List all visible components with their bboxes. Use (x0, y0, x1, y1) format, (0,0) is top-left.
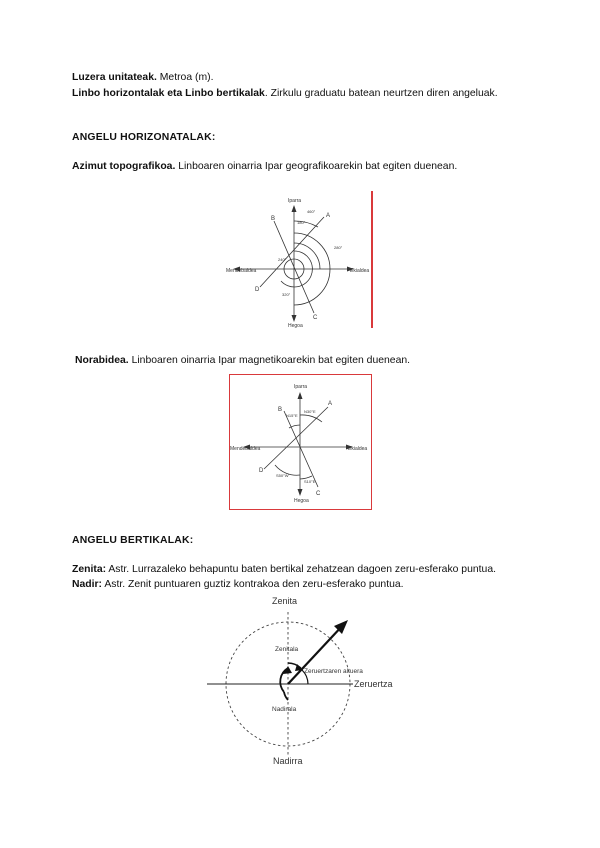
nadiral-angle-label: Nadirala (272, 706, 297, 713)
limbo-text: . Zirkulu graduatu batean neurtzen diren angeluak. (264, 88, 498, 99)
bearing-label-1: N30°E (304, 409, 316, 414)
angle-label-5: 320° (282, 292, 291, 297)
zenith-label: Zenita (272, 596, 298, 606)
nadir-label: Nadir: (72, 579, 103, 590)
angle-label-3: 280° (334, 245, 343, 250)
point-d-label: D (255, 287, 260, 293)
zenit-line (72, 563, 496, 576)
horizon-altitude-label: Zeruertzaren altuera (304, 668, 363, 675)
zenithal-angle-label: Zenitala (275, 646, 299, 653)
units-text: Metroa (m). (156, 72, 214, 83)
east-label: Ekialdea (348, 446, 368, 452)
azimut-text: Linboaren oinarria Ipar geografikoarekin bat egiten duenean. (175, 161, 458, 172)
norabidea-text: Linboaren oinarria Ipar magnetikoarekin bat egiten duenean. (128, 355, 411, 366)
horizontal-angles-heading: ANGELU HORIZONATALAK: (72, 132, 216, 143)
azimut-diagram (226, 191, 371, 328)
horizon-label: Zeruertza (354, 679, 393, 689)
norabidea-label: Norabidea. (75, 355, 129, 366)
point-d-label: D (259, 468, 264, 474)
limbo-label: Linbo horizontalak eta Linbo bertikalak (72, 88, 265, 99)
limbo-line (72, 87, 498, 100)
norabidea-diagram (230, 375, 371, 509)
point-b-label: B (271, 216, 276, 222)
bearing-label-2: N15°E (286, 413, 298, 418)
bearing-label-4: S10°E (304, 479, 316, 484)
units-label: Luzera unitateak. (72, 72, 157, 83)
nadir-text: Astr. Zenit puntuaren guztiz kontrakoa den zeru-esferako puntua. (102, 579, 404, 590)
north-label: Iparra (294, 384, 308, 390)
norabidea-figure (229, 374, 372, 510)
zenith-nadir-diagram (205, 594, 405, 766)
units-line (72, 71, 213, 84)
point-a-label: A (328, 401, 333, 407)
angle-label-4: 240° (278, 257, 287, 262)
bearing-label-3: S50°W (276, 473, 289, 478)
nadir-line (72, 578, 404, 591)
angle-label-2: 180° (297, 220, 306, 225)
west-label: Mendebaldea (226, 268, 257, 274)
angle-label-1: 460° (307, 209, 316, 214)
zenit-label: Zenita: (72, 564, 107, 575)
nadir-label: Nadirra (273, 756, 303, 766)
zenith-nadir-figure (205, 594, 405, 766)
north-label: Iparra (288, 198, 302, 204)
south-label: Hegoa (288, 323, 303, 328)
norabidea-line (75, 354, 410, 367)
point-c-label: C (316, 491, 321, 497)
point-a-label: A (326, 213, 331, 219)
west-label: Mendebaldea (230, 446, 261, 452)
point-c-label: C (313, 315, 318, 321)
vertical-angles-heading: ANGELU BERTIKALAK: (72, 535, 194, 546)
azimut-figure (226, 191, 373, 328)
south-label: Hegoa (294, 498, 309, 504)
zenit-text: Astr. Lurrazaleko behapuntu baten bertikal zehatzean dagoen zeru-esferako puntua. (106, 564, 496, 575)
azimut-line (72, 160, 457, 173)
point-b-label: B (278, 407, 283, 413)
azimut-label: Azimut topografikoa. (72, 161, 176, 172)
east-label: Ekialdea (350, 268, 370, 274)
